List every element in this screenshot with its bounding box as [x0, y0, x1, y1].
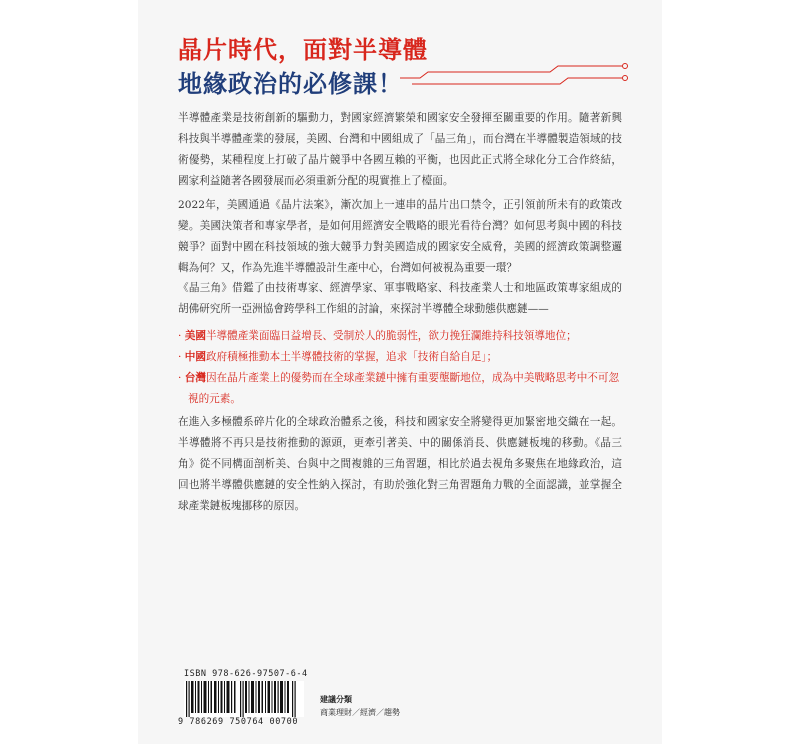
key-point-usa-label: 美國 — [184, 330, 206, 342]
key-points-list — [178, 326, 622, 410]
key-point-china: · 中國政府積極推動本土半導體技術的掌握，追求「技術自給自足」； — [178, 351, 498, 363]
barcode-icon — [184, 681, 304, 717]
key-point-taiwan: · 台灣因在晶片產業上的優勢而在全球產業鏈中擁有重要壟斷地位，成為中美戰略思考中不可忽視的元素。 — [178, 372, 620, 405]
isbn-label: ISBN 978-626-97507-6-4 — [184, 669, 308, 679]
key-point-usa: · 美國半導體產業面臨日益增長、受制於人的脆弱性，欲力挽狂瀾維持科技領導地位； — [178, 330, 577, 342]
headline-line-2: 地緣政治的必修課！ — [178, 70, 403, 98]
headline-line-1: 晶片時代，面對半導體 — [178, 36, 428, 64]
paragraph-conclusion: 在進入多極體系碎片化的全球政治體系之後，科技和國家安全將變得更加緊密地交織在一起。半導體將不再只是技術推動的源頭，更牽引著美、中的關係消長、供應鏈板塊的移動。《晶三角》從不同構面剖析美、台與中之間複雜的三角習題，相比於過去視角多聚焦在地緣政治，這回也將半導體供應鏈的安全性納入探討，有助於強化對三角習題角力戰的全面認識，並掌握全球產業鏈板塊挪移的原因。 — [178, 416, 622, 512]
paragraph-intro: 半導體產業是技術創新的驅動力，對國家經濟繁榮和國家安全發揮至關重要的作用。隨著新興科技與半導體產業的發展，美國、台灣和中國組成了「晶三角」，而台灣在半導體製造領域的技術優勢，某種程度上打破了晶片競爭中各國互賴的平衡，也因此正式將全球化分工合作終結，國家利益隨著各國發展而必須重新分配的現實推上了檯面。 — [178, 112, 622, 187]
key-point-usa-text: 半導體產業面臨日益增長、受制於人的脆弱性，欲力挽狂瀾維持科技領導地位； — [205, 330, 577, 342]
key-point-china-text: 政府積極推動本土半導體技術的掌握，追求「技術自給自足」； — [205, 351, 498, 363]
circuit-line-decoration — [400, 50, 630, 90]
barcode-number: 9 786269 750764 00700 — [178, 717, 299, 727]
key-point-taiwan-text: 因在晶片產業上的優勢而在全球產業鏈中擁有重要壟斷地位，成為中美戰略思考中不可忽視的元素。 — [188, 372, 620, 405]
key-point-china-label: 中國 — [184, 351, 206, 363]
paragraph-chips-act: 2022年，美國通過《晶片法案》，漸次加上一連串的晶片出口禁令，正引領前所未有的政策改變。美國決策者和專家學者，是如何用經濟安全戰略的眼光看待台灣？如何思考與中國的科技競爭？面對中國在科技領域的強大競爭力對美國造成的國家安全威脅，美國的經濟政策調整邏輯為何？又，作為先進半導體設計生產中心，台灣如何被視為重要一環？ — [178, 199, 622, 274]
shelf-category-list: 商業理財／經濟／趨勢 — [320, 708, 400, 717]
key-point-taiwan-label: 台灣 — [184, 372, 206, 384]
shelf-category-title: 建議分類 — [320, 695, 352, 704]
paragraph-book-summary: 《晶三角》借鑑了由技術專家、經濟學家、軍事戰略家、科技產業人士和地區政策專家組成的胡佛研究所一亞洲協會跨學科工作組的討論，來探討半導體全球動態供應鏈—— — [178, 282, 622, 315]
